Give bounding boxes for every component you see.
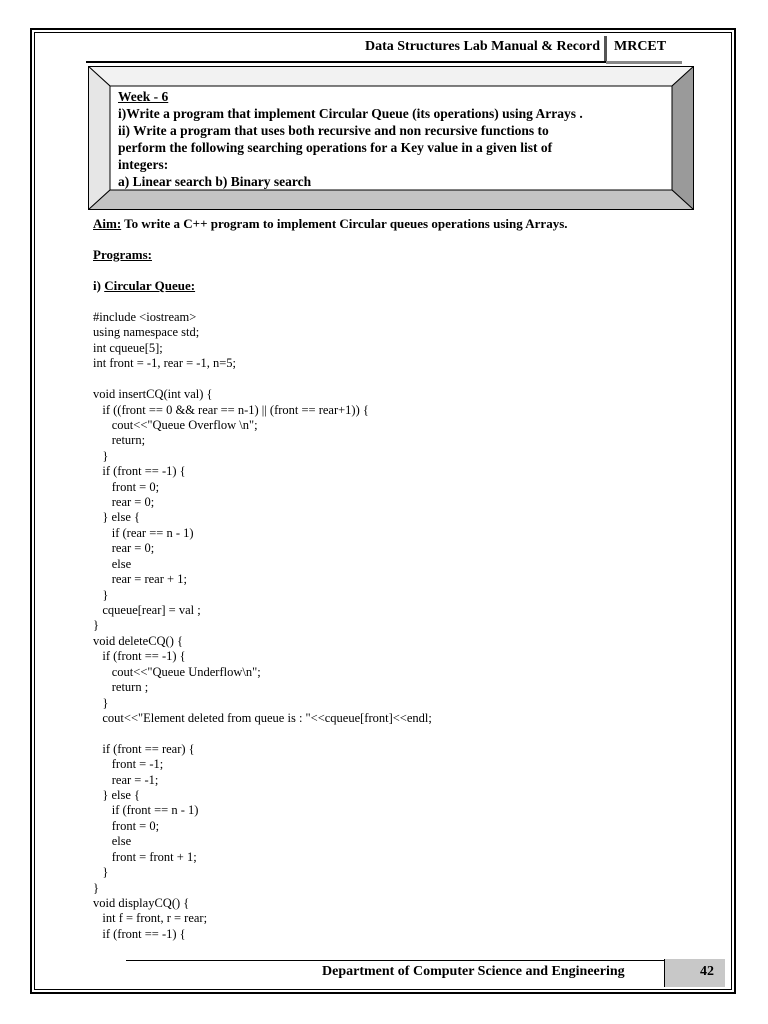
section-prefix: i) (93, 278, 105, 293)
week-line-2: ii) Write a program that uses both recursive and non recursive functions to (118, 123, 549, 138)
code-line: void displayCQ() { (93, 896, 190, 910)
page-number: 42 (700, 964, 714, 979)
code-line: } else { (93, 510, 141, 525)
code-line: #include <iostream> (93, 310, 197, 324)
code-line: cout<<"Queue Overflow \n"; (93, 417, 258, 432)
code-line: if (front == -1) { (93, 649, 186, 664)
code-line: } (93, 695, 109, 710)
code-line: } (93, 880, 99, 895)
section-heading (93, 278, 195, 294)
aim-paragraph (93, 216, 568, 232)
code-line: if (front == rear) { (93, 741, 195, 756)
code-line: } (93, 618, 99, 633)
code-line: if (rear == n - 1) (93, 525, 194, 540)
code-line: } (93, 587, 109, 602)
week-label: Week - 6 (118, 89, 169, 104)
aim-text: To write a C++ program to implement Circular queues operations using Arrays. (121, 216, 568, 231)
code-line: front = 0; (93, 479, 160, 494)
code-line: front = front + 1; (93, 849, 197, 864)
week-line-4: integers: (118, 157, 169, 172)
header-rule (86, 61, 606, 63)
code-line: int f = front, r = rear; (93, 911, 208, 926)
header-separator (604, 36, 607, 62)
code-line (93, 726, 432, 741)
code-line: rear = rear + 1; (93, 572, 187, 587)
code-line: cout<<"Element deleted from queue is : "<<cqueue[front]<<endl; (93, 710, 432, 725)
code-line: } (93, 865, 109, 880)
code-line: front = 0; (93, 818, 160, 833)
code-block (93, 310, 432, 942)
programs-heading: Programs: (93, 247, 152, 262)
footer-rule (126, 960, 664, 961)
code-line: rear = -1; (93, 772, 159, 787)
code-line: } else { (93, 788, 141, 803)
code-line: int front = -1, rear = -1, n=5; (93, 356, 236, 371)
code-line: using namespace std; (93, 325, 200, 340)
code-line: } (93, 448, 109, 463)
code-line: front = -1; (93, 757, 164, 772)
week-line-3: perform the following searching operations for a Key value in a given list of (118, 140, 553, 155)
code-line: cout<<"Queue Underflow\n"; (93, 664, 261, 679)
week-box-text (118, 88, 678, 190)
code-line: if ((front == 0 && rear == n-1) || (front == rear+1)) { (93, 402, 369, 417)
header-rule-accent (606, 61, 682, 64)
code-line: rear = 0; (93, 541, 155, 556)
header-title: Data Structures Lab Manual & Record (364, 39, 600, 54)
code-line: void insertCQ(int val) { (93, 387, 213, 402)
week-line-1: i)Write a program that implement Circular Queue (its operations) using Arrays . (118, 106, 583, 121)
page-number-box (664, 959, 725, 987)
footer-department: Department of Computer Science and Engineering (322, 964, 625, 979)
code-line: else (93, 556, 132, 571)
code-line: if (front == n - 1) (93, 803, 199, 818)
code-line: void deleteCQ() { (93, 633, 184, 648)
code-line: return; (93, 433, 146, 448)
code-line: cqueue[rear] = val ; (93, 603, 201, 617)
code-line: if (front == -1) { (93, 464, 186, 479)
header-org: MRCET (614, 39, 667, 54)
code-line: int cqueue[5]; (93, 340, 163, 355)
code-line: else (93, 834, 132, 849)
code-line: if (front == -1) { (93, 926, 186, 941)
section-title: Circular Queue: (104, 278, 196, 293)
aim-label: Aim: (93, 216, 122, 231)
week-line-5: a) Linear search b) Binary search (118, 174, 312, 189)
code-line: rear = 0; (93, 495, 155, 510)
page-header (0, 36, 768, 66)
code-line: return ; (93, 680, 149, 695)
code-line (93, 372, 432, 387)
